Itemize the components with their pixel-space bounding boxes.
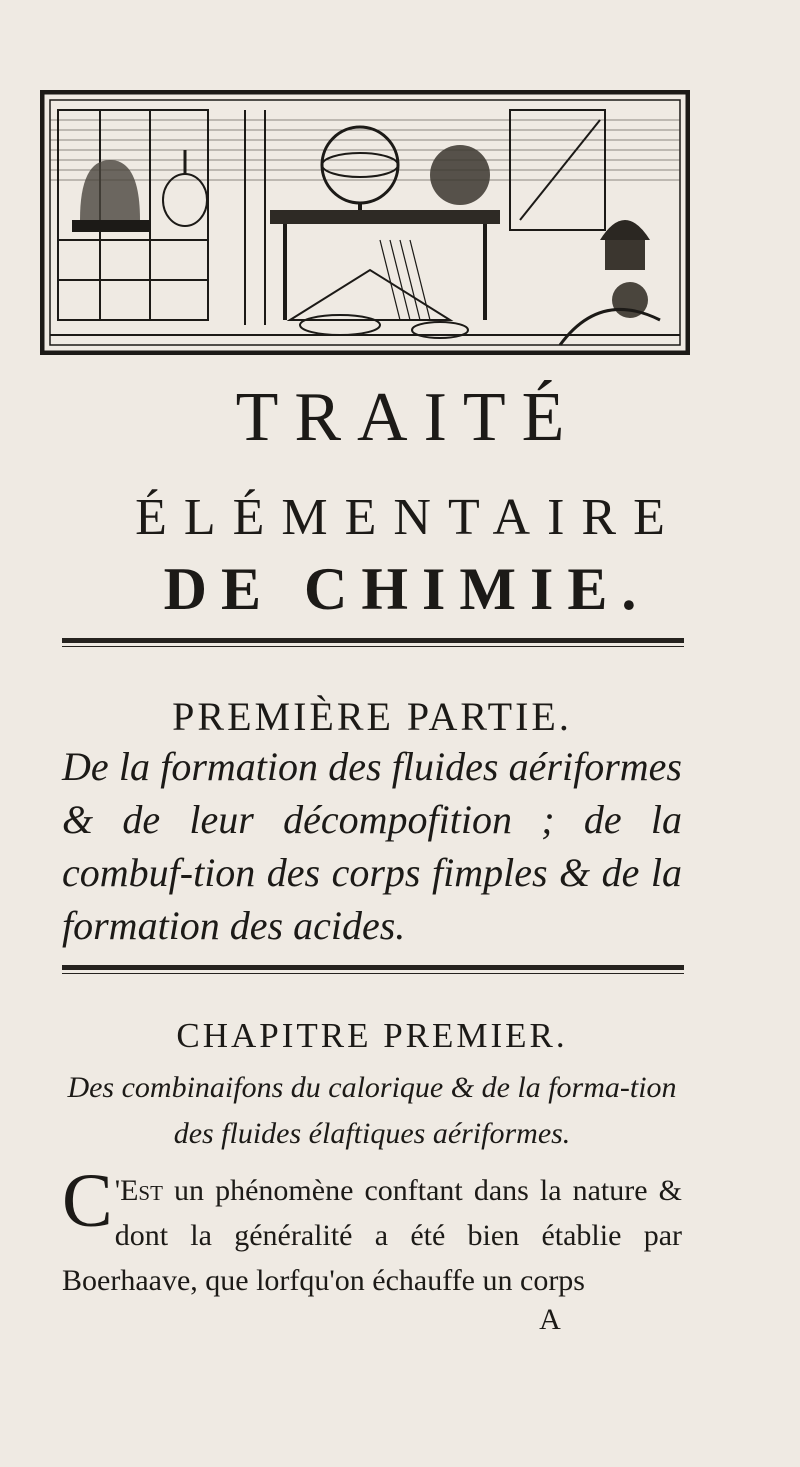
laboratory-engraving [40,90,690,355]
ornamental-rule-top [62,638,684,647]
part-description: De la formation des fluides aériformes & de leur décompofition ; de la combuf-tion des corps fimples & de la formation des acides. [62,744,682,948]
body-text-content: un phénomène conftant dans la nature & dont la généralité a été bien établie par Boerhaave, que lorfqu'on échauffe un corps [62,1174,682,1297]
chapter-heading: CHAPITRE PREMIER. [176,1016,568,1055]
drop-capital: C [62,1159,113,1243]
rule-thick [62,965,684,970]
chapter-description: Des combinaifons du calorique & de la forma-tion des fluides élaftiques aériformes. [67,1071,677,1150]
title-line-de-chimie: DE CHIMIE. [163,556,651,622]
catchword-signature: A [539,1303,561,1336]
body-paragraph [62,1159,682,1303]
title-line-elementaire: ÉLÉMENTAIRE [135,489,682,546]
rule-thick [62,638,684,643]
first-word-rest: 'Est [114,1174,163,1207]
title-line-traite: TRAITÉ [235,379,581,456]
part-heading: PREMIÈRE PARTIE. [172,694,572,739]
ornamental-rule-middle [62,965,684,974]
engraved-laboratory-vignette-icon [40,90,690,355]
rule-thin [62,646,684,647]
rule-thin [62,973,684,974]
